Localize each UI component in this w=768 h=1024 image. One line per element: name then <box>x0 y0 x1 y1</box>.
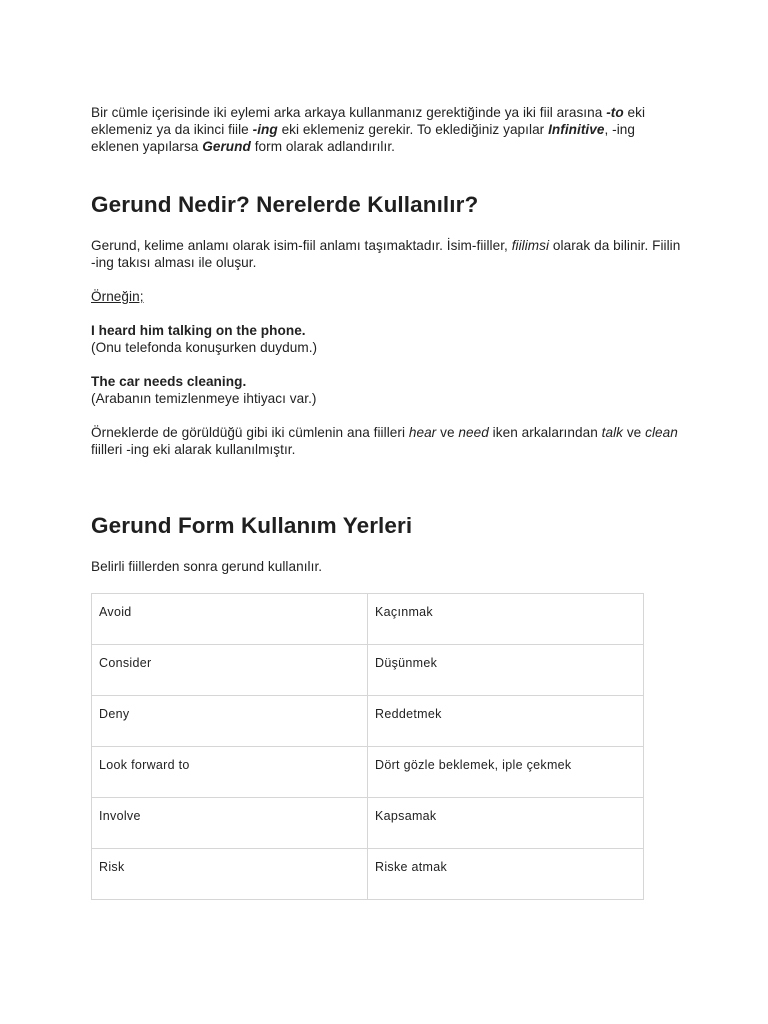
verb-table <box>91 593 644 900</box>
intro-paragraph <box>91 104 681 155</box>
table-row <box>92 747 644 798</box>
table-row <box>92 798 644 849</box>
verb-turkish: Dört gözle beklemek, iple çekmek <box>368 747 644 798</box>
verb-turkish: Kaçınmak <box>368 594 644 645</box>
verb-turkish: Riske atmak <box>368 849 644 900</box>
infinitive-term: Infinitive <box>548 122 605 137</box>
explanation-text: ve <box>623 425 646 440</box>
table-intro: Belirli fiillerden sonra gerund kullanılır. <box>91 559 323 574</box>
intro-text: eki eklemeniz ya da ikinci fiile <box>91 105 646 137</box>
to-suffix: -to <box>606 105 624 120</box>
intro-text: form olarak adlandırılır. <box>250 139 395 154</box>
document-body <box>91 104 681 900</box>
verb-english: Consider <box>92 645 368 696</box>
explanation-text: ve <box>436 425 459 440</box>
verb-english: Risk <box>92 849 368 900</box>
example-1-turkish: (Onu telefonda konuşurken duydum.) <box>91 340 318 355</box>
verb-english: Deny <box>92 696 368 747</box>
hear-term: hear <box>408 425 437 440</box>
example-1-english: I heard him talking on the phone. <box>91 323 306 338</box>
section-heading-kullanim-yerleri: Gerund Form Kullanım Yerleri <box>91 513 413 538</box>
section-heading-gerund-nedir: Gerund Nedir? Nerelerde Kullanılır? <box>91 192 479 217</box>
table-row <box>92 849 644 900</box>
verb-turkish: Reddetmek <box>368 696 644 747</box>
explanation-text: fiilleri -ing eki alarak kullanılmıştır. <box>91 442 296 457</box>
ing-suffix: -ing <box>252 122 278 137</box>
verb-english: Avoid <box>92 594 368 645</box>
example-2-turkish: (Arabanın temizlenmeye ihtiyacı var.) <box>91 391 317 406</box>
definition-text: olarak da bilinir. Fiilin -ing takısı alması ile oluşur. <box>91 238 681 270</box>
definition-paragraph <box>91 237 681 271</box>
table-row <box>92 594 644 645</box>
table-row <box>92 645 644 696</box>
verb-turkish: Düşünmek <box>368 645 644 696</box>
verb-turkish: Kapsamak <box>368 798 644 849</box>
table-row <box>92 696 644 747</box>
fiilimsi-term: fiilimsi <box>511 238 550 253</box>
clean-term: clean <box>645 425 678 440</box>
verb-english: Involve <box>92 798 368 849</box>
intro-text: , -ing eklenen yapılarsa <box>91 122 635 154</box>
intro-text: eki eklemeniz gerekir. To eklediğiniz yapılar <box>277 122 549 137</box>
example-2-english: The car needs cleaning. <box>91 374 247 389</box>
definition-text: Gerund, kelime anlamı olarak isim-fiil anlamı taşımaktadır. İsim-fiiller, <box>91 238 512 253</box>
example-label: Örneğin; <box>91 289 144 304</box>
explanation-paragraph <box>91 424 681 458</box>
explanation-text: Örneklerde de görüldüğü gibi iki cümlenin ana fiilleri <box>91 425 409 440</box>
need-term: need <box>458 425 489 440</box>
gerund-term: Gerund <box>202 139 251 154</box>
talk-term: talk <box>601 425 623 440</box>
intro-text: Bir cümle içerisinde iki eylemi arka arkaya kullanmanız gerektiğinde ya iki fiil arasına <box>91 105 607 120</box>
verb-english: Look forward to <box>92 747 368 798</box>
explanation-text: iken arkalarından <box>488 425 602 440</box>
